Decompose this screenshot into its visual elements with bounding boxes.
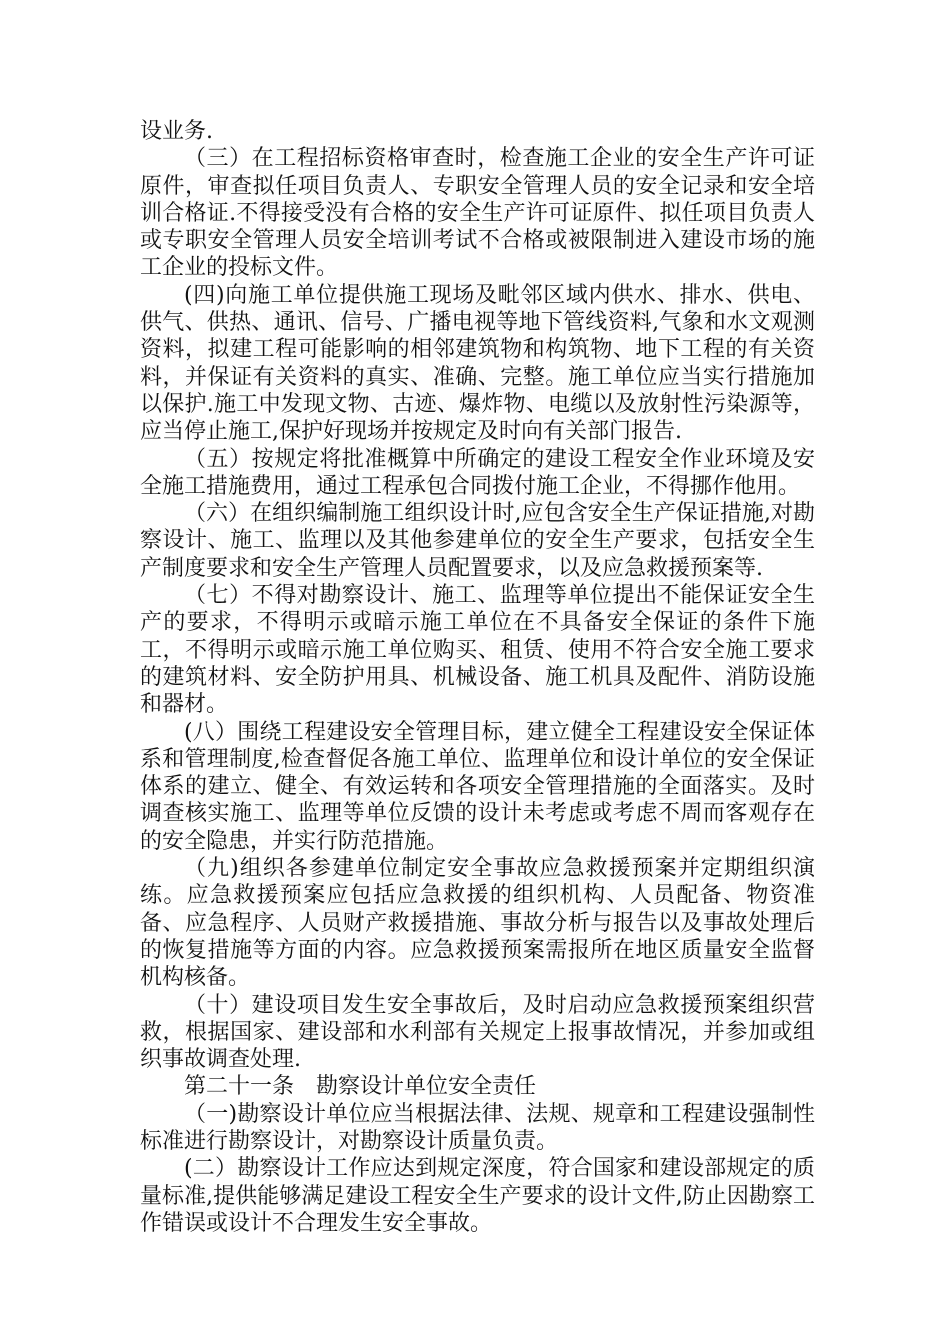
paragraph-item-8: (八）围绕工程建设安全管理目标，建立健全工程建设安全保证体系和管理制度,检查督促各施工单位、监理单位和设计单位的安全保证体系的建立、健全、有效运转和各项安全管理措施的全面落实。及时调查核实施工、监理等单位反馈的设计未考虑或考虑不周而客观存在的安全隐患，并实行防范措施。 <box>140 719 815 854</box>
paragraph-item-5: （五）按规定将批准概算中所确定的建设工程安全作业环境及安全施工措施费用，通过工程承包合同拨付施工企业，不得挪作他用。 <box>140 446 815 499</box>
article-21-heading: 第二十一条 勘察设计单位安全责任 <box>184 1074 537 1100</box>
paragraph-item-9: （九)组织各参建单位制定安全事故应急救援预案并定期组织演练。应急救援预案应包括应急救援的组织机构、人员配备、物资准备、应急程序、人员财产救援措施、事故分析与报告以及事故处理后的恢复措施等方面的内容。应急救援预案需报所在地区质量安全监督机构核备。 <box>140 856 815 991</box>
paragraph-item-3: （三）在工程招标资格审查时，检查施工企业的安全生产许可证原件，审查拟任项目负责人、专职安全管理人员的安全记录和安全培训合格证.不得接受没有合格的安全生产许可证原件、拟任项目负责人或专职安全管理人员安全培训考试不合格或被限制进入建设市场的施工企业的投标文件。 <box>140 146 815 281</box>
paragraph-item-7: （七）不得对勘察设计、施工、监理等单位提出不能保证安全生产的要求，不得明示或暗示施工单位在不具备安全保证的条件下施工，不得明示或暗示施工单位购买、租赁、使用不符合安全施工要求的建筑材料、安全防护用具、机械设备、施工机具及配件、消防设施和器材。 <box>140 583 815 718</box>
article-21-item-1: （一)勘察设计单位应当根据法律、法规、规章和工程建设强制性标准进行勘察设计，对勘察设计质量负责。 <box>140 1101 815 1154</box>
paragraph-item-6: （六）在组织编制施工组织设计时,应包含安全生产保证措施,对勘察设计、施工、监理以及其他参建单位的安全生产要求，包括安全生产制度要求和安全生产管理人员配置要求，以及应急救援预案等. <box>140 501 815 581</box>
article-21-item-2: (二）勘察设计工作应达到规定深度，符合国家和建设部规定的质量标准,提供能够满足建设工程安全生产要求的设计文件,防止因勘察工作错误或设计不合理发生安全事故。 <box>140 1156 815 1236</box>
paragraph-continuation: 设业务. <box>140 119 213 144</box>
paragraph-item-4: (四)向施工单位提供施工现场及毗邻区域内供水、排水、供电、供气、供热、通讯、信号、广播电视等地下管线资料,气象和水文观测资料，拟建工程可能影响的相邻建筑物和构筑物、地下工程的有关资料，并保证有关资料的真实、准确、完整。施工单位应当实行措施加以保护.施工中发现文物、古迹、爆炸物、电缆以及放射性污染源等，应当停止施工,保护好现场并按规定及时向有关部门报告. <box>140 282 815 445</box>
paragraph-item-10: （十）建设项目发生安全事故后，及时启动应急救援预案组织营救，根据国家、建设部和水利部有关规定上报事故情况，并参加或组织事故调查处理. <box>140 992 815 1073</box>
document-body <box>140 118 815 1237</box>
